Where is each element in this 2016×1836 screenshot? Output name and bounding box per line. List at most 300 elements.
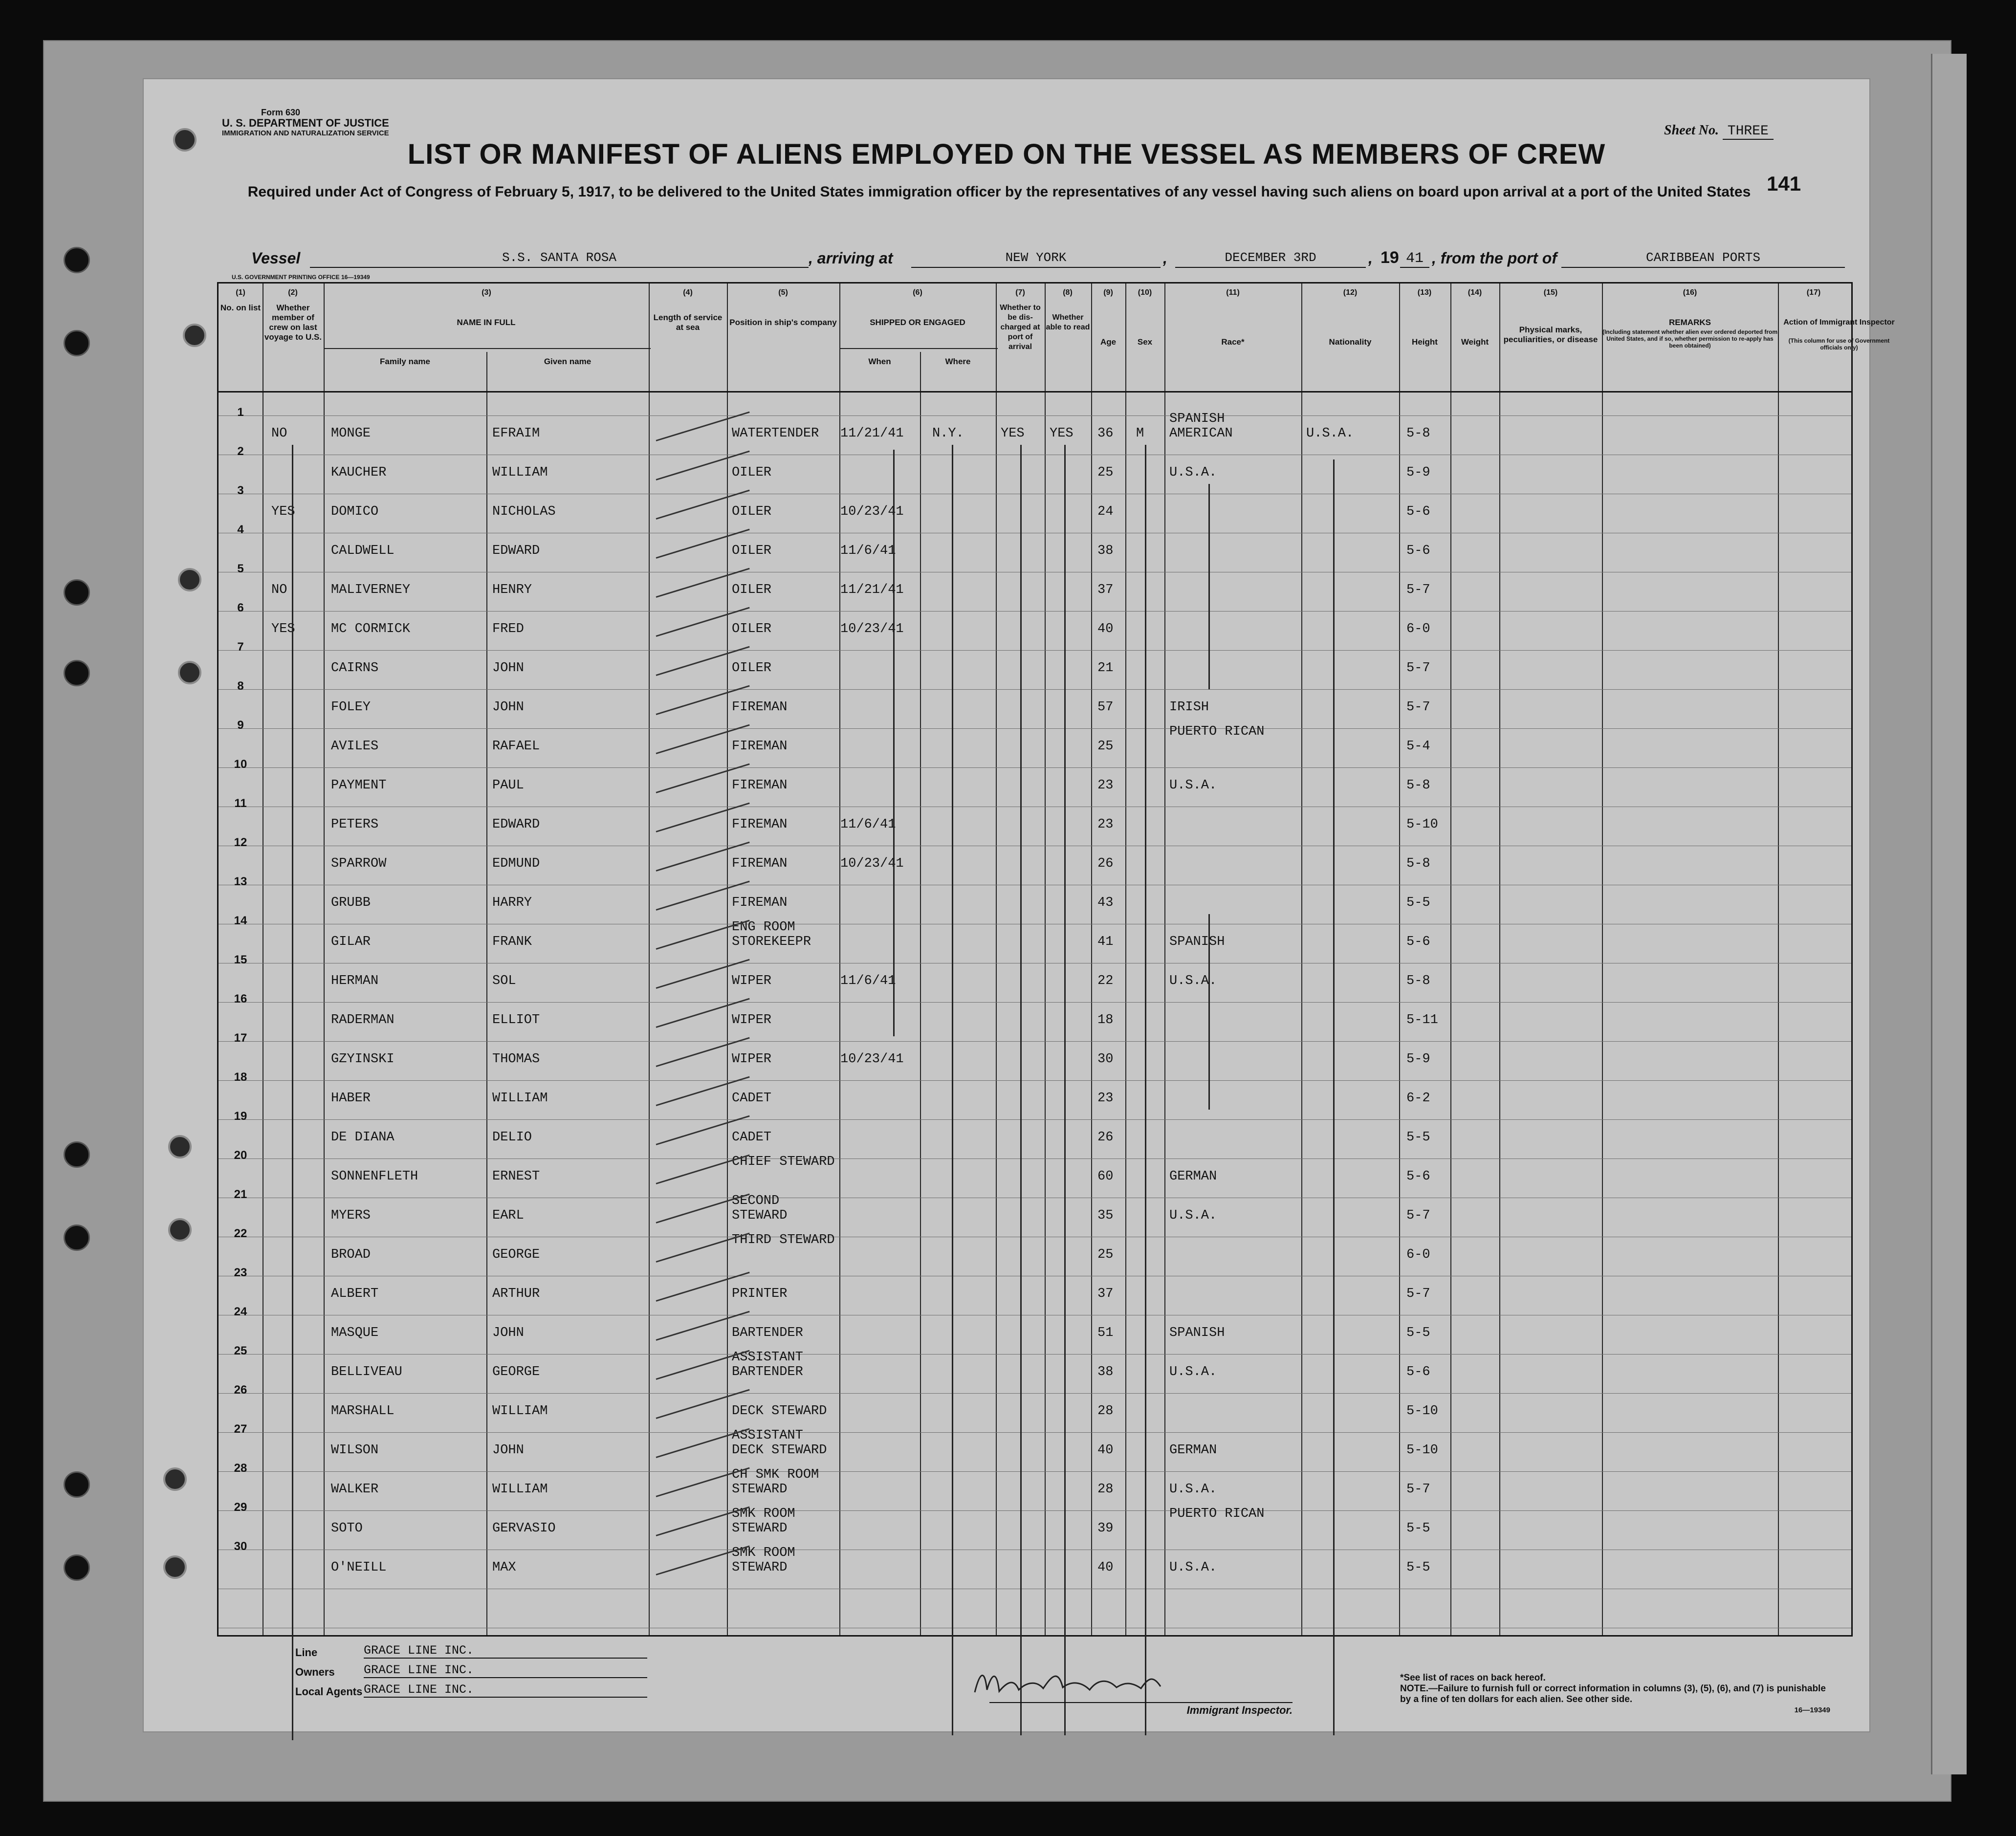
position-cell: ASSISTANT BARTENDER [732, 1350, 803, 1379]
row-rule [219, 1158, 1851, 1159]
age-cell: 23 [1097, 1091, 1114, 1106]
height-cell: 5-5 [1406, 1326, 1430, 1340]
row-number: 8 [237, 679, 244, 693]
height-cell: 5-7 [1406, 1482, 1430, 1497]
age-cell: 28 [1097, 1404, 1114, 1419]
family-name-cell: O'NEILL [331, 1560, 387, 1575]
family-name-cell: SONNENFLETH [331, 1169, 418, 1184]
position-cell: PRINTER [732, 1287, 788, 1301]
row-number: 15 [234, 953, 247, 966]
row-number: 18 [234, 1071, 247, 1084]
position-cell: WIPER [732, 974, 772, 988]
family-name-cell: SOTO [331, 1521, 363, 1536]
height-cell: 5-7 [1406, 1287, 1430, 1301]
row-number: 9 [237, 719, 244, 732]
row-number: 27 [234, 1422, 247, 1436]
given-name-cell: JOHN [492, 700, 524, 715]
col17-sub: (This column for use of Government officials only) [1788, 337, 1890, 351]
crew-table [217, 282, 1895, 1637]
service: IMMIGRATION AND NATURALIZATION SERVICE [222, 129, 389, 137]
row-rule [219, 728, 1851, 729]
row-rule [219, 415, 1851, 416]
age-cell: 40 [1097, 622, 1114, 636]
age-cell: 25 [1097, 1247, 1114, 1262]
column-number: (8) [1063, 288, 1073, 297]
voyage-cell: YES [271, 504, 295, 519]
family-name-cell: AVILES [331, 739, 379, 754]
height-cell: 5-10 [1406, 817, 1438, 832]
row-rule [219, 1510, 1851, 1511]
race-cell: IRISH [1169, 700, 1209, 715]
binder-hole [64, 247, 90, 273]
age-cell: 22 [1097, 974, 1114, 988]
line-label: Line [295, 1646, 318, 1659]
col17-head: Action of Immigrant Inspector [1783, 318, 1895, 327]
position-cell: BARTENDER [732, 1326, 803, 1340]
row-number: 28 [234, 1462, 247, 1475]
row-number: 30 [234, 1540, 247, 1553]
form-code: 16—19349 [1794, 1706, 1830, 1714]
footer-note [1400, 1673, 1830, 1716]
line-value: GRACE LINE INC. [364, 1643, 647, 1659]
col6-head: SHIPPED OR ENGAGED [870, 318, 965, 327]
form-number: Form 630 [261, 108, 301, 117]
col3a-head: Family name [380, 357, 430, 366]
column-number: (17) [1806, 288, 1821, 297]
ditto-mark [893, 450, 895, 1036]
print-office: U.S. GOVERNMENT PRINTING OFFICE 16—19349 [232, 274, 370, 281]
position-cell: FIREMAN [732, 778, 788, 793]
family-name-cell: BROAD [331, 1247, 371, 1262]
row-number: 22 [234, 1227, 247, 1240]
row-number: 14 [234, 914, 247, 927]
col5-head: Position in ship's company [729, 318, 837, 327]
given-name-cell: FRED [492, 622, 524, 636]
col6a-head: When [868, 357, 891, 366]
given-name-cell: EDWARD [492, 544, 540, 558]
race-cell: SPANISH [1169, 1326, 1225, 1340]
family-name-cell: PETERS [331, 817, 379, 832]
height-cell: 5-4 [1406, 739, 1430, 754]
height-cell: 5-5 [1406, 896, 1430, 910]
owners-value: GRACE LINE INC. [364, 1663, 647, 1678]
row-number: 19 [234, 1110, 247, 1123]
position-cell: FIREMAN [732, 817, 788, 832]
page-subtitle: Required under Act of Congress of February 5, 1917, to be delivered to the United States immigration officer by the representatives of any vessel having such aliens on board upon arrival at a port of the United States [247, 184, 1751, 200]
punch-hole [163, 1467, 187, 1491]
row-number: 29 [234, 1501, 247, 1514]
position-cell: CADET [732, 1130, 772, 1145]
ditto-mark [1064, 445, 1066, 1735]
row-number: 1 [237, 406, 244, 419]
given-name-cell: WILLIAM [492, 1404, 548, 1419]
punch-hole [183, 324, 206, 347]
family-name-cell: WALKER [331, 1482, 379, 1497]
sheet-label: Sheet No. [1664, 123, 1719, 138]
height-cell: 5-5 [1406, 1130, 1430, 1145]
family-name-cell: MYERS [331, 1208, 371, 1223]
family-name-cell: MALIVERNEY [331, 583, 411, 597]
age-cell: 39 [1097, 1521, 1114, 1536]
given-name-cell: WILLIAM [492, 1482, 548, 1497]
height-cell: 5-7 [1406, 700, 1430, 715]
given-name-cell: JOHN [492, 661, 524, 676]
ditto-mark [1208, 484, 1210, 689]
age-cell: 37 [1097, 1287, 1114, 1301]
height-cell: 5-8 [1406, 974, 1430, 988]
family-name-cell: GZYINSKI [331, 1052, 394, 1067]
position-cell: SMK ROOM STEWARD [732, 1546, 795, 1575]
col4-head: Length of service at sea [653, 313, 723, 332]
col8-head: Whether able to read [1046, 313, 1090, 331]
age-cell: 43 [1097, 896, 1114, 910]
given-name-cell: GERVASIO [492, 1521, 556, 1536]
given-name-cell: FRANK [492, 935, 532, 949]
row-number: 6 [237, 601, 244, 614]
family-name-cell: PAYMENT [331, 778, 387, 793]
vessel-name: S.S. SANTA ROSA [310, 250, 809, 268]
height-cell: 5-8 [1406, 426, 1430, 441]
race-cell: U.S.A. [1169, 1208, 1217, 1223]
position-cell: FIREMAN [732, 700, 788, 715]
age-cell: 40 [1097, 1560, 1114, 1575]
family-name-cell: MONGE [331, 426, 371, 441]
when-cell: 11/21/41 [840, 583, 904, 597]
voyage-cell: YES [271, 622, 295, 636]
position-cell: WATERTENDER [732, 426, 819, 441]
given-name-cell: WILLIAM [492, 1091, 548, 1106]
row-rule [219, 1471, 1851, 1472]
column-number: (9) [1103, 288, 1113, 297]
column-number: (14) [1468, 288, 1482, 297]
family-name-cell: KAUCHER [331, 465, 387, 480]
row-number: 12 [234, 836, 247, 849]
position-cell: ASSISTANT DECK STEWARD [732, 1428, 827, 1458]
row-number: 4 [237, 523, 244, 536]
column-number: (11) [1226, 288, 1240, 297]
height-cell: 5-8 [1406, 778, 1430, 793]
column-number: (1) [236, 288, 245, 297]
column-number: (12) [1343, 288, 1358, 297]
height-cell: 5-6 [1406, 1169, 1430, 1184]
race-cell: GERMAN [1169, 1443, 1217, 1458]
punch-hole [168, 1218, 192, 1242]
inspector-signature [901, 1663, 1195, 1702]
position-cell: OILER [732, 504, 772, 519]
row-number: 13 [234, 875, 247, 888]
position-cell: FIREMAN [732, 856, 788, 871]
sex-cell: M [1136, 426, 1144, 441]
family-name-cell: SPARROW [331, 856, 387, 871]
binder-edge [1931, 54, 1967, 1774]
family-name-cell: HERMAN [331, 974, 379, 988]
age-cell: 23 [1097, 817, 1114, 832]
column-rule [920, 352, 921, 1635]
race-cell: SPANISH [1169, 935, 1225, 949]
row-rule [219, 767, 1851, 768]
position-cell: FIREMAN [732, 739, 788, 754]
given-name-cell: HARRY [492, 896, 532, 910]
nationality-cell: U.S.A. [1306, 426, 1354, 441]
height-cell: 5-5 [1406, 1560, 1430, 1575]
column-number: (2) [288, 288, 298, 297]
given-name-cell: GEORGE [492, 1247, 540, 1262]
binder-hole [64, 579, 90, 606]
height-cell: 5-7 [1406, 1208, 1430, 1223]
race-cell: U.S.A. [1169, 1365, 1217, 1379]
given-name-cell: PAUL [492, 778, 524, 793]
height-cell: 5-6 [1406, 504, 1430, 519]
col11-head: Race* [1221, 337, 1245, 347]
position-cell: OILER [732, 661, 772, 676]
row-rule [219, 1002, 1851, 1003]
position-cell: WIPER [732, 1013, 772, 1027]
given-name-cell: HENRY [492, 583, 532, 597]
col3-head: NAME IN FULL [457, 318, 516, 327]
column-number: (13) [1417, 288, 1432, 297]
ditto-mark [1208, 914, 1210, 1110]
column-number: (7) [1015, 288, 1025, 297]
row-rule [219, 1119, 1851, 1120]
age-cell: 26 [1097, 1130, 1114, 1145]
row-number: 17 [234, 1031, 247, 1045]
row-number: 26 [234, 1383, 247, 1397]
col16-sub: (Including statement whether alien ever ordered deported from United States, and if so, whether permission to re-apply has been obtained) [1602, 328, 1778, 349]
owners-label: Owners [295, 1666, 335, 1678]
height-cell: 5-8 [1406, 856, 1430, 871]
race-cell: U.S.A. [1169, 974, 1217, 988]
age-cell: 60 [1097, 1169, 1114, 1184]
given-name-cell: JOHN [492, 1326, 524, 1340]
voyage-cell: NO [271, 583, 287, 597]
punch-hole [178, 661, 201, 684]
binder-hole [64, 1141, 90, 1168]
family-name-cell: GRUBB [331, 896, 371, 910]
family-name-cell: DOMICO [331, 504, 379, 519]
given-name-cell: WILLIAM [492, 465, 548, 480]
family-name-cell: FOLEY [331, 700, 371, 715]
row-rule [219, 1080, 1851, 1081]
age-cell: 38 [1097, 544, 1114, 558]
arriving-port: NEW YORK [911, 250, 1161, 268]
department: U. S. DEPARTMENT OF JUSTICE [222, 117, 389, 129]
height-cell: 5-7 [1406, 583, 1430, 597]
given-name-cell: NICHOLAS [492, 504, 556, 519]
age-cell: 18 [1097, 1013, 1114, 1027]
column-number: (5) [778, 288, 788, 297]
arrival-date: DECEMBER 3RD [1175, 250, 1366, 268]
position-cell: FIREMAN [732, 896, 788, 910]
age-cell: 36 [1097, 426, 1114, 441]
age-cell: 24 [1097, 504, 1114, 519]
age-cell: 25 [1097, 739, 1114, 754]
given-name-cell: EFRAIM [492, 426, 540, 441]
row-number: 2 [237, 445, 244, 458]
age-cell: 21 [1097, 661, 1114, 676]
height-cell: 5-6 [1406, 1365, 1430, 1379]
row-number: 16 [234, 992, 247, 1005]
height-cell: 5-6 [1406, 544, 1430, 558]
family-name-cell: MC CORMICK [331, 622, 411, 636]
height-cell: 5-7 [1406, 661, 1430, 676]
col7-head: Whether to be dis-charged at port of arrival [1000, 304, 1041, 351]
column-rule [486, 352, 487, 1635]
age-cell: 25 [1097, 465, 1114, 480]
given-name-cell: GEORGE [492, 1365, 540, 1379]
when-cell: 10/23/41 [840, 856, 904, 871]
punch-hole [168, 1135, 192, 1158]
ditto-mark [292, 445, 293, 1740]
family-name-cell: MARSHALL [331, 1404, 394, 1419]
position-cell: WIPER [732, 1052, 772, 1067]
height-cell: 6-0 [1406, 622, 1430, 636]
race-cell: SPANISH AMERICAN [1169, 412, 1233, 441]
race-cell: U.S.A. [1169, 465, 1217, 480]
page-title: LIST OR MANIFEST OF ALIENS EMPLOYED ON THE VESSEL AS MEMBERS OF CREW [407, 138, 1606, 170]
header-rule [219, 391, 1851, 393]
position-cell: SMK ROOM STEWARD [732, 1507, 795, 1536]
col12-head: Nationality [1329, 337, 1372, 347]
penalty-note: NOTE.—Failure to furnish full or correct information in columns (3), (5), (6), and (7) is punishable by a fine of ten dollars for each alien. See other side. [1400, 1683, 1826, 1705]
discharged-cell: YES [1001, 426, 1025, 441]
height-cell: 5-9 [1406, 465, 1430, 480]
col13-head: Height [1412, 337, 1438, 347]
family-name-cell: MASQUE [331, 1326, 379, 1340]
manifest-page [143, 78, 1895, 1732]
height-cell: 5-6 [1406, 935, 1430, 949]
age-cell: 38 [1097, 1365, 1114, 1379]
read-cell: YES [1050, 426, 1074, 441]
row-number: 25 [234, 1344, 247, 1357]
subheader-rule [839, 348, 998, 349]
column-number: (15) [1543, 288, 1558, 297]
height-cell: 5-10 [1406, 1443, 1438, 1458]
position-cell: THIRD STEWARD [732, 1233, 835, 1247]
row-number: 20 [234, 1149, 247, 1162]
race-cell: PUERTO RICAN [1169, 1507, 1265, 1521]
stamp-number: 141 [1767, 172, 1801, 195]
agents-value: GRACE LINE INC. [364, 1683, 647, 1698]
age-cell: 23 [1097, 778, 1114, 793]
binder-hole [64, 1554, 90, 1581]
height-cell: 5-10 [1406, 1404, 1438, 1419]
family-name-cell: DE DIANA [331, 1130, 394, 1145]
when-cell: 10/23/41 [840, 1052, 904, 1067]
given-name-cell: EARL [492, 1208, 524, 1223]
family-name-cell: CAIRNS [331, 661, 379, 676]
height-cell: 6-2 [1406, 1091, 1430, 1106]
given-name-cell: RAFAEL [492, 739, 540, 754]
column-number: (6) [913, 288, 922, 297]
when-cell: 10/23/41 [840, 622, 904, 636]
age-cell: 28 [1097, 1482, 1114, 1497]
col16-head: REMARKS [1669, 318, 1711, 327]
given-name-cell: DELIO [492, 1130, 532, 1145]
year-prefix: 19 [1381, 248, 1399, 267]
age-cell: 41 [1097, 935, 1114, 949]
height-cell: 5-11 [1406, 1013, 1438, 1027]
column-number: (16) [1683, 288, 1697, 297]
row-rule [219, 1432, 1851, 1433]
given-name-cell: SOL [492, 974, 516, 988]
age-cell: 51 [1097, 1326, 1114, 1340]
from-port: CARIBBEAN PORTS [1561, 250, 1845, 268]
position-cell: CHIEF STEWARD [732, 1155, 835, 1169]
when-cell: 11/6/41 [840, 817, 896, 832]
when-cell: 11/6/41 [840, 974, 896, 988]
row-number: 24 [234, 1305, 247, 1318]
given-name-cell: ERNEST [492, 1169, 540, 1184]
given-name-cell: ARTHUR [492, 1287, 540, 1301]
col15-head: Physical marks, peculiarities, or disease [1503, 325, 1598, 344]
family-name-cell: RADERMAN [331, 1013, 394, 1027]
row-number: 5 [237, 562, 244, 575]
column-number: (4) [683, 288, 693, 297]
age-cell: 37 [1097, 583, 1114, 597]
punch-hole [178, 568, 201, 591]
from-label: , from the port of [1432, 249, 1557, 267]
binder-hole [64, 330, 90, 356]
binder-hole [64, 1224, 90, 1251]
family-name-cell: GILAR [331, 935, 371, 949]
col2-head: Whether member of crew on last voyage to U.S. [264, 303, 322, 342]
position-cell: OILER [732, 622, 772, 636]
age-cell: 26 [1097, 856, 1114, 871]
arriving-label: , arriving at [809, 249, 893, 267]
race-cell: U.S.A. [1169, 1482, 1217, 1497]
col10-head: Sex [1137, 337, 1153, 347]
subheader-rule [324, 348, 651, 349]
binder-hole [64, 1471, 90, 1498]
race-cell: U.S.A. [1169, 1560, 1217, 1575]
age-cell: 40 [1097, 1443, 1114, 1458]
height-cell: 5-5 [1406, 1521, 1430, 1536]
footer [217, 1643, 1850, 1731]
row-number: 23 [234, 1266, 247, 1279]
ditto-mark [1145, 445, 1146, 1735]
age-cell: 57 [1097, 700, 1114, 715]
sheet-number [1664, 122, 1774, 139]
position-cell: SECOND STEWARD [732, 1194, 788, 1223]
position-cell: OILER [732, 544, 772, 558]
given-name-cell: THOMAS [492, 1052, 540, 1067]
position-cell: CADET [732, 1091, 772, 1106]
when-cell: 10/23/41 [840, 504, 904, 519]
row-number: 21 [234, 1188, 247, 1201]
row-rule [219, 1041, 1851, 1042]
column-number: (3) [482, 288, 491, 297]
position-cell: OILER [732, 465, 772, 480]
given-name-cell: ELLIOT [492, 1013, 540, 1027]
form-identifier [222, 108, 389, 138]
when-cell: 11/6/41 [840, 544, 896, 558]
year-suffix: 41 [1400, 250, 1429, 268]
row-rule [219, 611, 1851, 612]
when-cell: 11/21/41 [840, 426, 904, 441]
race-cell: PUERTO RICAN [1169, 724, 1265, 739]
voyage-cell: NO [271, 426, 287, 441]
race-cell: GERMAN [1169, 1169, 1217, 1184]
races-note: *See list of races on back hereof. [1400, 1673, 1546, 1683]
row-rule [219, 650, 1851, 651]
binder-hole [64, 660, 90, 686]
row-rule [219, 689, 1851, 690]
row-rule [219, 1393, 1851, 1394]
ditto-mark [952, 445, 953, 1735]
given-name-cell: EDWARD [492, 817, 540, 832]
row-number: 7 [237, 640, 244, 654]
given-name-cell: MAX [492, 1560, 516, 1575]
